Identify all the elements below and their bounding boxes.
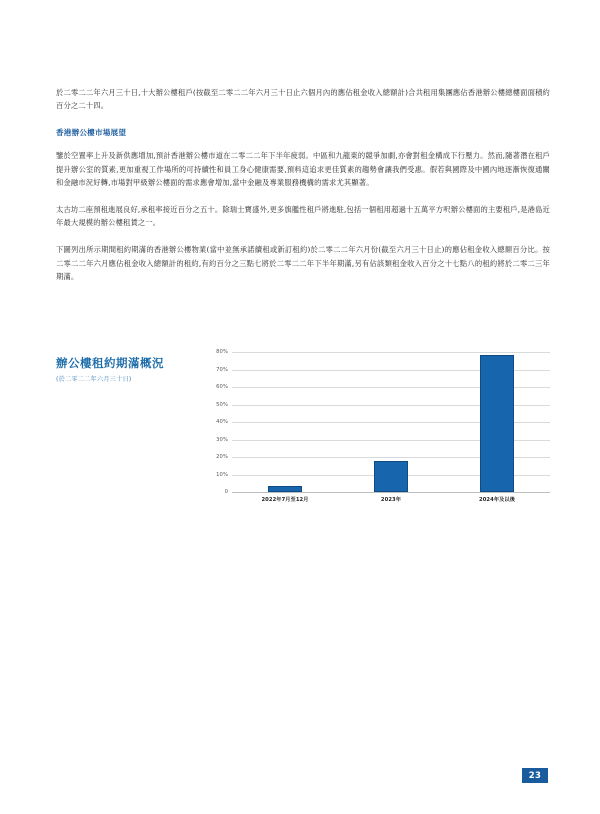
y-axis-tick: 40% (216, 419, 228, 425)
x-axis-tick: 2022年7月至12月 (261, 497, 309, 503)
y-axis-tick: 0 (224, 489, 228, 495)
chart-bar (480, 355, 514, 492)
y-axis-tick: 80% (216, 349, 228, 355)
y-axis-tick: 20% (216, 454, 228, 460)
y-axis-tick: 70% (216, 366, 228, 373)
paragraph-market-outlook: 鑒於空置率上升及新供應增加,預計香港辦公樓市道在二零二二年下半年疲弱。中區和九龍東的競爭加劇,亦會對租金構成下行壓力。然而,隨著潛在租戶提升辦公室的質素,更加重視工作場所的可持續性和員工身心健康需要,預料這追求更佳質素的趨勢會讓我們受惠。假若與國際及中國內地逐漸恢復通關和金融市況好轉,市場對甲級辦公樓面的需求應會增加,當中金融及專業服務機構的需求尤其顯著。 (56, 151, 550, 187)
section-heading-market-outlook: 香港辦公樓市場展望 (56, 128, 127, 138)
paragraph-lease-expiry-profile: 下圖列出所示期間租約期滿的香港辦公樓物業(當中並無承諾續租或新訂租約)於二零二二年六月份(截至六月三十日止)的應佔租金收入總額百分比。按二零二二年六月應佔租金收入總額計的租約,有約百分之三點七將於二零二二年下半年期滿,另有佔該類租金收入百分之十七點八的租約將於二零二三年期滿。 (56, 245, 550, 281)
chart-subtitle: (於二零二二年六月三十日) (56, 376, 132, 383)
x-axis-tick: 2023年 (380, 497, 402, 503)
lease-expiry-chart (56, 349, 550, 522)
paragraph-taikoo-place: 太古坊二座預租進展良好,承租率接近百分之五十。除瑞士寶盛外,更多旗艦性租戶將進駐,包括一個租用超過十五萬平方呎辦公樓面的主要租戶,是港島近年最大規模的辦公樓租賃之一。 (56, 205, 550, 228)
paragraph-lease-tenants: 於二零二二年六月三十日,十大辦公樓租戶(按截至二零二二年六月三十日止六個月內的應佔租金收入總額計)合共租用集團應佔香港辦公樓總樓面面積約百分之二十四。 (56, 88, 550, 111)
gridline (232, 352, 550, 353)
chart-bar (268, 486, 302, 492)
article-body (56, 86, 550, 297)
y-axis-tick: 10% (216, 471, 228, 478)
gridline (232, 492, 550, 493)
page-number-badge: 23 (522, 768, 548, 783)
x-axis-tick-labels (232, 496, 550, 512)
chart-gridlines-and-bars (232, 352, 550, 492)
chart-heading-group (56, 356, 206, 384)
chart-plot-area (204, 349, 550, 520)
y-axis-tick-labels (204, 349, 228, 495)
chart-bar (374, 461, 408, 492)
chart-title: 辦公樓租約期滿概況 (56, 356, 164, 370)
x-axis-tick: 2024年及以後 (479, 497, 515, 503)
y-axis-tick: 50% (216, 401, 228, 408)
y-axis-tick: 30% (216, 436, 228, 443)
y-axis-tick: 60% (216, 384, 228, 390)
